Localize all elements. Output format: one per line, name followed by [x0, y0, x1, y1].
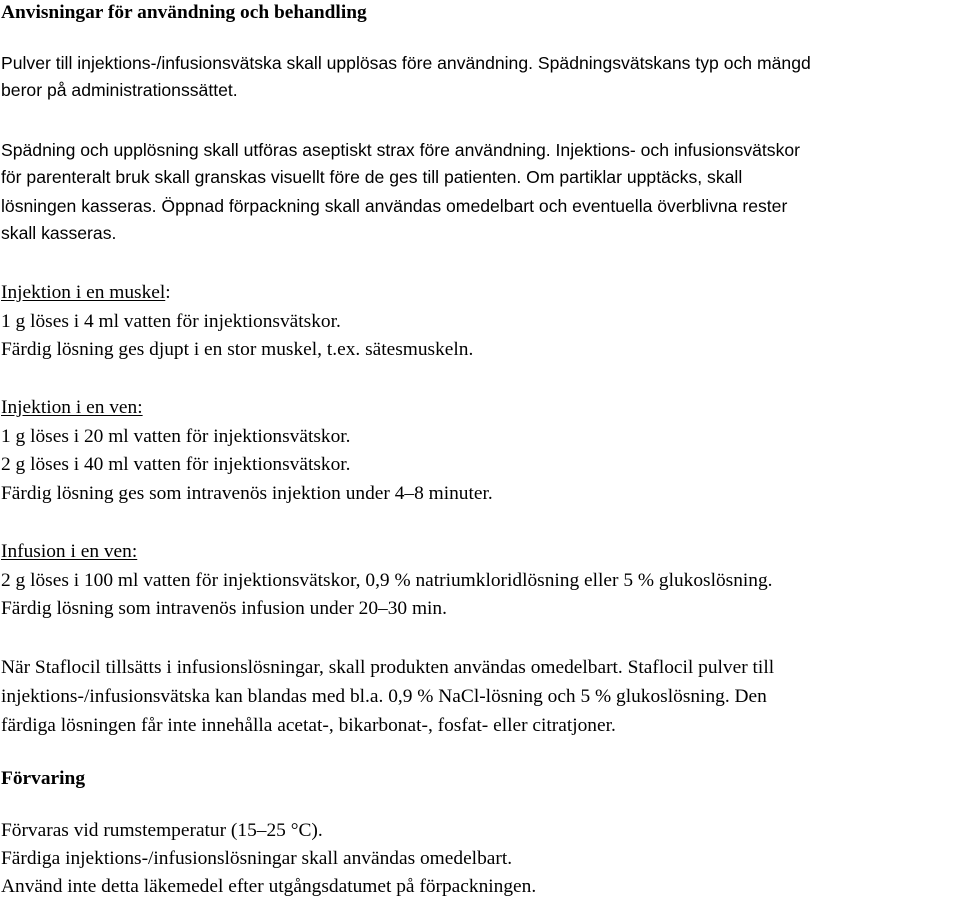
inf-title: [1, 537, 137, 566]
iv-line: 2 g löses i 40 ml vatten för injektionsvätskor.: [1, 454, 351, 475]
paragraph-line: Pulver till injektions-/infusionsvätska skall upplösas före användning. Spädningsvätskans typ och mängd: [1, 53, 811, 73]
im-line: Färdig lösning ges djupt i en stor muskel, t.ex. sätesmuskeln.: [1, 339, 474, 360]
heading-storage: Förvaring: [1, 768, 86, 789]
inf-line: Färdig lösning som intravenös infusion under 20–30 min.: [1, 598, 447, 619]
heading-handling: Anvisningar för användning och behandling: [1, 2, 367, 23]
staflocil-line: injektions-/infusionsvätska kan blandas med bl.a. 0,9 % NaCl-lösning och 5 % glukoslösning. Den: [1, 686, 767, 707]
im-line: 1 g löses i 4 ml vatten för injektionsvätskor.: [1, 311, 341, 332]
paragraph-line: beror på administrationssättet.: [1, 80, 238, 100]
storage-line: Färdiga injektions-/infusionslösningar skall användas omedelbart.: [1, 848, 513, 869]
inf-line: 2 g löses i 100 ml vatten för injektionsvätskor, 0,9 % natriumkloridlösning eller 5 % glukoslösning.: [1, 570, 773, 591]
staflocil-line: När Staflocil tillsätts i infusionslösningar, skall produkten användas omedelbart. Staflocil pulver till: [1, 657, 775, 678]
im-title-colon: :: [165, 282, 171, 303]
im-title: Injektion i en muskel: [1, 282, 166, 303]
iv-line: Färdig lösning ges som intravenös injektion under 4–8 minuter.: [1, 483, 493, 504]
iv-title-text: Injektion i en ven:: [1, 397, 143, 418]
paragraph-line: för parenteralt bruk skall granskas visuellt före de ges till patienten. Om partiklar upptäcks, skall: [1, 167, 743, 187]
im-title-line: [1, 278, 171, 307]
storage-line: Använd inte detta läkemedel efter utgångsdatumet på förpackningen.: [1, 876, 537, 897]
paragraph-line: lösningen kasseras. Öppnad förpackning skall användas omedelbart och eventuella överblivna rester: [1, 196, 788, 216]
staflocil-line: färdiga lösningen får inte innehålla acetat-, bikarbonat-, fosfat- eller citratjoner.: [1, 715, 616, 736]
inf-title-text: Infusion i en ven:: [1, 541, 138, 562]
paragraph-line: skall kasseras.: [1, 223, 117, 243]
iv-title: [1, 393, 143, 422]
iv-line: 1 g löses i 20 ml vatten för injektionsvätskor.: [1, 426, 351, 447]
paragraph-line: Spädning och upplösning skall utföras aseptiskt strax före användning. Injektions- och infusionsvätskor: [1, 140, 801, 160]
storage-line: Förvaras vid rumstemperatur (15–25 °C).: [1, 820, 323, 841]
